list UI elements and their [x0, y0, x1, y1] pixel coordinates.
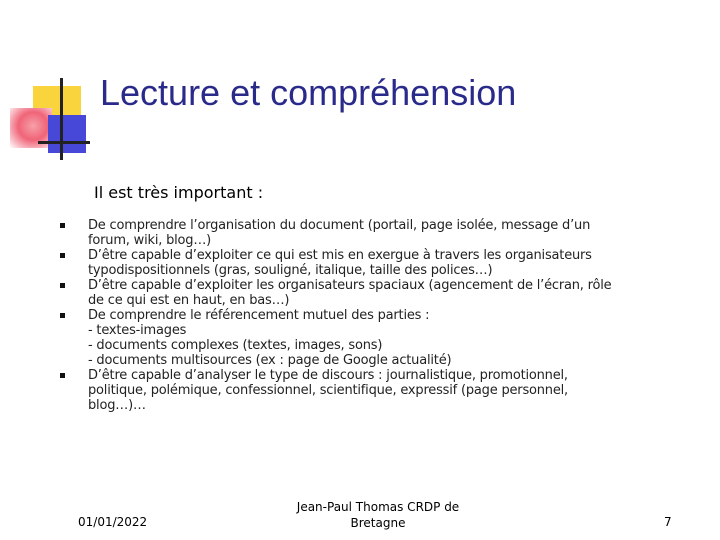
- bullet-item: [58, 218, 678, 248]
- horizontal-rule: [38, 141, 90, 144]
- footer-author: [270, 499, 486, 531]
- footer-author-line: Jean-Paul Thomas CRDP de: [296, 500, 460, 514]
- bullet-item: [58, 248, 678, 278]
- intro-text: Il est très important :: [94, 183, 264, 202]
- square-bullet-icon: [60, 223, 65, 228]
- square-bullet-icon: [60, 373, 65, 378]
- square-bullet-icon: [60, 313, 65, 318]
- bullet-item: [58, 278, 678, 308]
- blue-square: [48, 115, 86, 153]
- vertical-rule: [60, 78, 63, 160]
- decorative-logo: [0, 0, 110, 170]
- footer-date: 01/01/2022: [78, 515, 148, 529]
- bullet-item: [58, 308, 678, 368]
- bullet-line: D’être capable d’exploiter ce qui est mis en exergue à travers les organisateurs: [88, 248, 592, 263]
- bullet-line: typodispositionnels (gras, souligné, italique, taille des polices…): [88, 263, 493, 278]
- bullet-line: forum, wiki, blog…): [88, 233, 212, 248]
- bullet-line: D’être capable d’analyser le type de discours : journalistique, promotionnel,: [88, 368, 568, 383]
- bullet-subline: - documents complexes (textes, images, sons): [88, 338, 383, 353]
- slide-title: Lecture et compréhension: [100, 72, 517, 113]
- bullet-list: [58, 218, 678, 413]
- bullet-line: De comprendre le référencement mutuel des parties :: [88, 308, 430, 323]
- square-bullet-icon: [60, 283, 65, 288]
- square-bullet-icon: [60, 253, 65, 258]
- bullet-line: De comprendre l’organisation du document (portail, page isolée, message d’un: [88, 218, 591, 233]
- bullet-item: [58, 368, 678, 413]
- bullet-subline: - documents multisources (ex : page de Google actualité): [88, 353, 452, 368]
- footer-author-line: Bretagne: [350, 516, 406, 530]
- bullet-subline: - textes-images: [88, 323, 187, 338]
- bullet-line: politique, polémique, confessionnel, scientifique, expressif (page personnel,: [88, 383, 568, 398]
- bullet-line: de ce qui est en haut, en bas…): [88, 293, 290, 308]
- page-number: 7: [664, 515, 672, 529]
- bullet-line: blog…)…: [88, 398, 146, 413]
- bullet-line: D’être capable d’exploiter les organisateurs spaciaux (agencement de l’écran, rôle: [88, 278, 612, 293]
